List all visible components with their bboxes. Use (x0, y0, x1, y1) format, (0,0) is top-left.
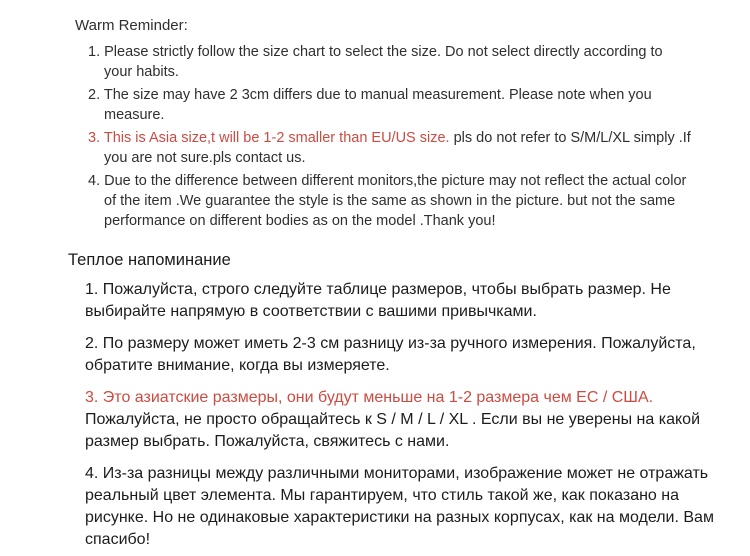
russian-item-1 (85, 279, 716, 323)
item-number: 3. (88, 130, 101, 146)
russian-item-3 (85, 387, 716, 453)
item-number: 4. (88, 173, 101, 189)
item-number: 1. (85, 281, 99, 298)
item-text-red: This is Asia size,t will be 1-2 smaller than EU/US size. (103, 130, 450, 146)
english-reminder-section (0, 16, 750, 231)
english-title: Warm Reminder: (75, 17, 188, 34)
russian-item-3-red-line (85, 387, 716, 409)
item-text: По размеру может иметь 2-3 см разницу из-за ручного измерения. Пожалуйста, обратите внимание, когда вы измеряете. (85, 335, 696, 374)
item-text: Из-за разницы между различными мониторами, изображение может не отражать реальный цвет элемента. Мы гарантируем, что стиль такой же, как показано на рисунке. Но не одинаковые характеристики на разных корпусах, как на модели. Вам спасибо! (85, 465, 714, 548)
russian-reminder-section (0, 249, 750, 551)
item-text-red: Это азиатские размеры, они будут меньше на 1-2 размера чем ЕС / США. (102, 389, 654, 406)
item-text: pls do not refer to S/M/L/XL simply .If you are not sure.pls contact us. (104, 130, 691, 166)
item-text: Пожалуйста, не просто обращайтесь к S / M / L / XL . Если вы не уверены на какой размер выбрать. Пожалуйста, свяжитесь с нами. (85, 411, 700, 450)
item-number: 2. (85, 335, 99, 352)
item-number: 2. (88, 87, 101, 103)
item-text: Пожалуйста, строго следуйте таблице размеров, чтобы выбрать размер. Не выбирайте напрямую в соответствии с вашими привычками. (85, 281, 671, 320)
item-number: 4. (85, 465, 99, 482)
english-item-3 (75, 128, 692, 168)
russian-item-4 (85, 463, 716, 551)
item-text: The size may have 2 3cm differs due to manual measurement. Please note when you measure. (103, 87, 652, 123)
russian-title: Теплое напоминание (68, 251, 231, 269)
item-number: 1. (88, 44, 101, 60)
item-number: 3. (85, 389, 99, 406)
item-text: Due to the difference between different monitors,the picture may not reflect the actual color of the item .We guarantee the style is the same as shown in the picture. but not the same performance on different bodies as on the model .Thank you! (104, 173, 687, 229)
english-item-4 (75, 171, 692, 231)
english-item-2 (75, 85, 692, 125)
item-text: Please strictly follow the size chart to select the size. Do not select directly according to your habits. (104, 44, 663, 80)
russian-item-2 (85, 333, 716, 377)
english-item-1 (75, 42, 692, 82)
